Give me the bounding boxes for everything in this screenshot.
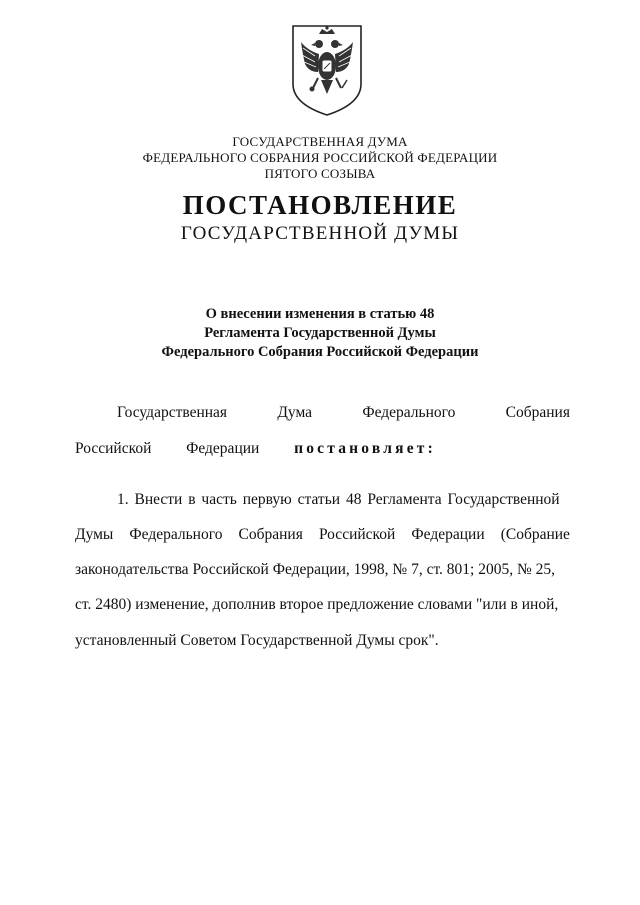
emblem — [289, 22, 365, 118]
resolves-word: постановляет: — [294, 440, 436, 457]
header-line-state-duma: ГОСУДАРСТВЕННАЯ ДУМА — [232, 134, 408, 149]
clause-1-line-5: установленный Советом Государственной Думы срок". — [75, 632, 439, 649]
clause-1-line-2 — [75, 524, 570, 545]
decree-title: ПОСТАНОВЛЕНИЕ — [182, 190, 458, 220]
subject-line-1: О внесении изменения в статью 48 — [205, 306, 435, 322]
preamble-word: Федерального — [362, 404, 456, 421]
preamble-word: Государственная — [117, 404, 228, 421]
clause-1-line-4: ст. 2480) изменение, дополнив второе предложение словами "или в иной, — [75, 596, 559, 613]
preamble-word: Собрания — [505, 404, 570, 421]
clause-1-word: (Собрание — [500, 526, 570, 543]
clause-1-line-3: законодательства Российской Федерации, 1998, № 7, ст. 801; 2005, № 25, — [75, 561, 556, 578]
decree-subtitle: ГОСУДАРСТВЕННОЙ ДУМЫ — [180, 223, 460, 244]
preamble-word: Федерации — [186, 440, 260, 457]
clause-1-word: Думы — [75, 526, 114, 543]
subject-line-3: Федерального Собрания Российской Федерации — [161, 344, 479, 360]
subject-block — [0, 305, 640, 362]
russian-coat-of-arms-icon — [289, 22, 365, 118]
subject-line-2: Регламента Государственной Думы — [204, 325, 436, 341]
clause-1-word: Федерации — [411, 526, 485, 543]
clause-1-word: Федерального — [129, 526, 223, 543]
header-line-federal-assembly: ФЕДЕРАЛЬНОГО СОБРАНИЯ РОССИЙСКОЙ ФЕДЕРАЦИИ — [142, 150, 498, 165]
preamble-line-2 — [75, 438, 436, 459]
clause-1-text: 1. Внести в часть первую статьи 48 Регламента Государственной — [117, 491, 560, 508]
preamble-word: Российской — [75, 440, 152, 457]
preamble-word: Дума — [277, 404, 313, 421]
preamble-line-1 — [117, 402, 570, 423]
header-line-convocation: ПЯТОГО СОЗЫВА — [264, 166, 376, 181]
clause-1-word: Собрания — [238, 526, 303, 543]
clause-1-word: Российской — [318, 526, 396, 543]
clause-1-line-1 — [117, 489, 570, 510]
